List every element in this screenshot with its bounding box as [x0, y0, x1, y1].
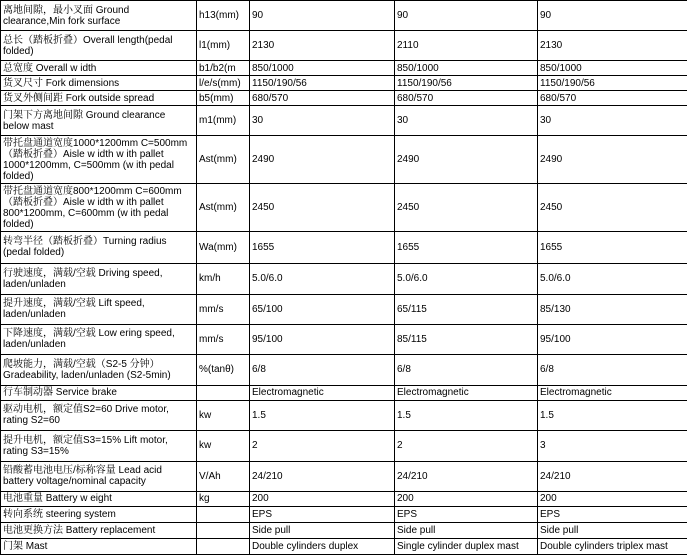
- value-cell-model-3: 6/8: [538, 354, 687, 385]
- spec-table-body: [1, 1, 687, 555]
- unit-cell: Wa(mm): [197, 232, 250, 263]
- table-row: [1, 522, 687, 538]
- param-cell: 行驶速度，满载/空载 Driving speed, laden/unladen: [1, 263, 197, 294]
- value-cell-model-3: 1.5: [538, 400, 687, 430]
- value-cell-model-2: 30: [395, 106, 538, 136]
- table-row: [1, 91, 687, 106]
- table-row: [1, 324, 687, 354]
- table-row: [1, 385, 687, 400]
- value-cell-model-2: 200: [395, 491, 538, 506]
- table-row: [1, 294, 687, 324]
- value-cell-model-2: 2: [395, 430, 538, 461]
- value-cell-model-2: 85/115: [395, 324, 538, 354]
- value-cell-model-1: 680/570: [250, 91, 395, 106]
- value-cell-model-2: 2450: [395, 184, 538, 232]
- table-row: [1, 1, 687, 31]
- value-cell-model-1: 5.0/6.0: [250, 263, 395, 294]
- unit-cell: b5(mm): [197, 91, 250, 106]
- value-cell-model-1: 95/100: [250, 324, 395, 354]
- value-cell-model-3: EPS: [538, 506, 687, 522]
- param-cell: 转弯半径（踏板折叠）Turning radius (pedal folded): [1, 232, 197, 263]
- value-cell-model-3: 680/570: [538, 91, 687, 106]
- value-cell-model-2: 65/115: [395, 294, 538, 324]
- unit-cell: kw: [197, 400, 250, 430]
- table-row: [1, 184, 687, 232]
- value-cell-model-1: EPS: [250, 506, 395, 522]
- unit-cell: mm/s: [197, 324, 250, 354]
- table-row: [1, 106, 687, 136]
- value-cell-model-3: 24/210: [538, 461, 687, 491]
- value-cell-model-1: 1.5: [250, 400, 395, 430]
- param-cell: 转向系统 steering system: [1, 506, 197, 522]
- value-cell-model-2: 1655: [395, 232, 538, 263]
- value-cell-model-1: Side pull: [250, 522, 395, 538]
- table-row: [1, 430, 687, 461]
- value-cell-model-1: 1150/190/56: [250, 76, 395, 91]
- value-cell-model-1: 1655: [250, 232, 395, 263]
- value-cell-model-1: 2490: [250, 136, 395, 184]
- value-cell-model-2: 6/8: [395, 354, 538, 385]
- value-cell-model-1: 30: [250, 106, 395, 136]
- value-cell-model-3: 850/1000: [538, 61, 687, 76]
- value-cell-model-1: 2130: [250, 31, 395, 61]
- value-cell-model-2: Side pull: [395, 522, 538, 538]
- unit-cell: m1(mm): [197, 106, 250, 136]
- value-cell-model-1: 2: [250, 430, 395, 461]
- unit-cell: Ast(mm): [197, 184, 250, 232]
- value-cell-model-1: 200: [250, 491, 395, 506]
- value-cell-model-1: 2450: [250, 184, 395, 232]
- param-cell: 带托盘通道宽度800*1200mm C=600mm（踏板折叠）Aisle w idth w ith pallet 800*1200mm, C=600mm (w ith pedal folded): [1, 184, 197, 232]
- unit-cell: kw: [197, 430, 250, 461]
- value-cell-model-3: 1655: [538, 232, 687, 263]
- param-cell: 带托盘通道宽度1000*1200mm C=500mm（踏板折叠）Aisle w idth w ith pallet 1000*1200mm, C=500mm (w ith pedal folded): [1, 136, 197, 184]
- table-row: [1, 506, 687, 522]
- value-cell-model-2: EPS: [395, 506, 538, 522]
- value-cell-model-2: 24/210: [395, 461, 538, 491]
- unit-cell: Ast(mm): [197, 136, 250, 184]
- param-cell: 门架 Mast: [1, 538, 197, 554]
- value-cell-model-2: Electromagnetic: [395, 385, 538, 400]
- value-cell-model-3: 2450: [538, 184, 687, 232]
- value-cell-model-3: Double cylinders triplex mast: [538, 538, 687, 554]
- value-cell-model-3: Electromagnetic: [538, 385, 687, 400]
- value-cell-model-3: 85/130: [538, 294, 687, 324]
- param-cell: 爬坡能力，满载/空载（S2-5 分钟）Gradeability, laden/unladen (S2-5min): [1, 354, 197, 385]
- unit-cell: h13(mm): [197, 1, 250, 31]
- value-cell-model-3: 30: [538, 106, 687, 136]
- table-row: [1, 263, 687, 294]
- unit-cell: l/e/s(mm): [197, 76, 250, 91]
- value-cell-model-3: 95/100: [538, 324, 687, 354]
- param-cell: 铅酸蓄电池电压/标称容量 Lead acid battery voltage/nominal capacity: [1, 461, 197, 491]
- value-cell-model-3: 5.0/6.0: [538, 263, 687, 294]
- table-row: [1, 232, 687, 263]
- table-row: [1, 136, 687, 184]
- param-cell: 电池重量 Battery w eight: [1, 491, 197, 506]
- unit-cell: l1(mm): [197, 31, 250, 61]
- value-cell-model-3: 2490: [538, 136, 687, 184]
- table-row: [1, 461, 687, 491]
- value-cell-model-1: Electromagnetic: [250, 385, 395, 400]
- param-cell: 门架下方离地间隙 Ground clearance below mast: [1, 106, 197, 136]
- param-cell: 货叉尺寸 Fork dimensions: [1, 76, 197, 91]
- value-cell-model-3: Side pull: [538, 522, 687, 538]
- param-cell: 离地间隙，最小叉面 Ground clearance,Min fork surface: [1, 1, 197, 31]
- unit-cell: [197, 385, 250, 400]
- table-row: [1, 400, 687, 430]
- value-cell-model-2: 1.5: [395, 400, 538, 430]
- value-cell-model-1: 65/100: [250, 294, 395, 324]
- value-cell-model-1: 90: [250, 1, 395, 31]
- value-cell-model-1: Double cylinders duplex: [250, 538, 395, 554]
- unit-cell: kg: [197, 491, 250, 506]
- value-cell-model-2: 2490: [395, 136, 538, 184]
- param-cell: 电池更换方法 Battery replacement: [1, 522, 197, 538]
- table-row: [1, 61, 687, 76]
- param-cell: 下降速度，满载/空载 Low ering speed, laden/unladen: [1, 324, 197, 354]
- value-cell-model-1: 850/1000: [250, 61, 395, 76]
- table-row: [1, 31, 687, 61]
- param-cell: 提升电机，额定值S3=15% Lift motor, rating S3=15%: [1, 430, 197, 461]
- value-cell-model-3: 200: [538, 491, 687, 506]
- unit-cell: km/h: [197, 263, 250, 294]
- param-cell: 货叉外侧间距 Fork outside spread: [1, 91, 197, 106]
- param-cell: 总宽度 Overall w idth: [1, 61, 197, 76]
- value-cell-model-2: 2110: [395, 31, 538, 61]
- table-row: [1, 76, 687, 91]
- param-cell: 提升速度，满载/空载 Lift speed, laden/unladen: [1, 294, 197, 324]
- unit-cell: [197, 522, 250, 538]
- param-cell: 总长（踏板折叠）Overall length(pedal folded): [1, 31, 197, 61]
- unit-cell: %(tanθ): [197, 354, 250, 385]
- table-row: [1, 538, 687, 554]
- unit-cell: [197, 506, 250, 522]
- value-cell-model-3: 2130: [538, 31, 687, 61]
- param-cell: 驱动电机，额定值S2=60 Drive motor, rating S2=60: [1, 400, 197, 430]
- value-cell-model-1: 24/210: [250, 461, 395, 491]
- table-row: [1, 491, 687, 506]
- unit-cell: mm/s: [197, 294, 250, 324]
- value-cell-model-3: 1150/190/56: [538, 76, 687, 91]
- value-cell-model-2: Single cylinder duplex mast: [395, 538, 538, 554]
- value-cell-model-2: 1150/190/56: [395, 76, 538, 91]
- table-row: [1, 354, 687, 385]
- value-cell-model-1: 6/8: [250, 354, 395, 385]
- value-cell-model-3: 90: [538, 1, 687, 31]
- value-cell-model-2: 5.0/6.0: [395, 263, 538, 294]
- unit-cell: [197, 538, 250, 554]
- unit-cell: b1/b2(m: [197, 61, 250, 76]
- unit-cell: V/Ah: [197, 461, 250, 491]
- param-cell: 行车制动器 Service brake: [1, 385, 197, 400]
- value-cell-model-2: 90: [395, 1, 538, 31]
- value-cell-model-2: 850/1000: [395, 61, 538, 76]
- value-cell-model-3: 3: [538, 430, 687, 461]
- value-cell-model-2: 680/570: [395, 91, 538, 106]
